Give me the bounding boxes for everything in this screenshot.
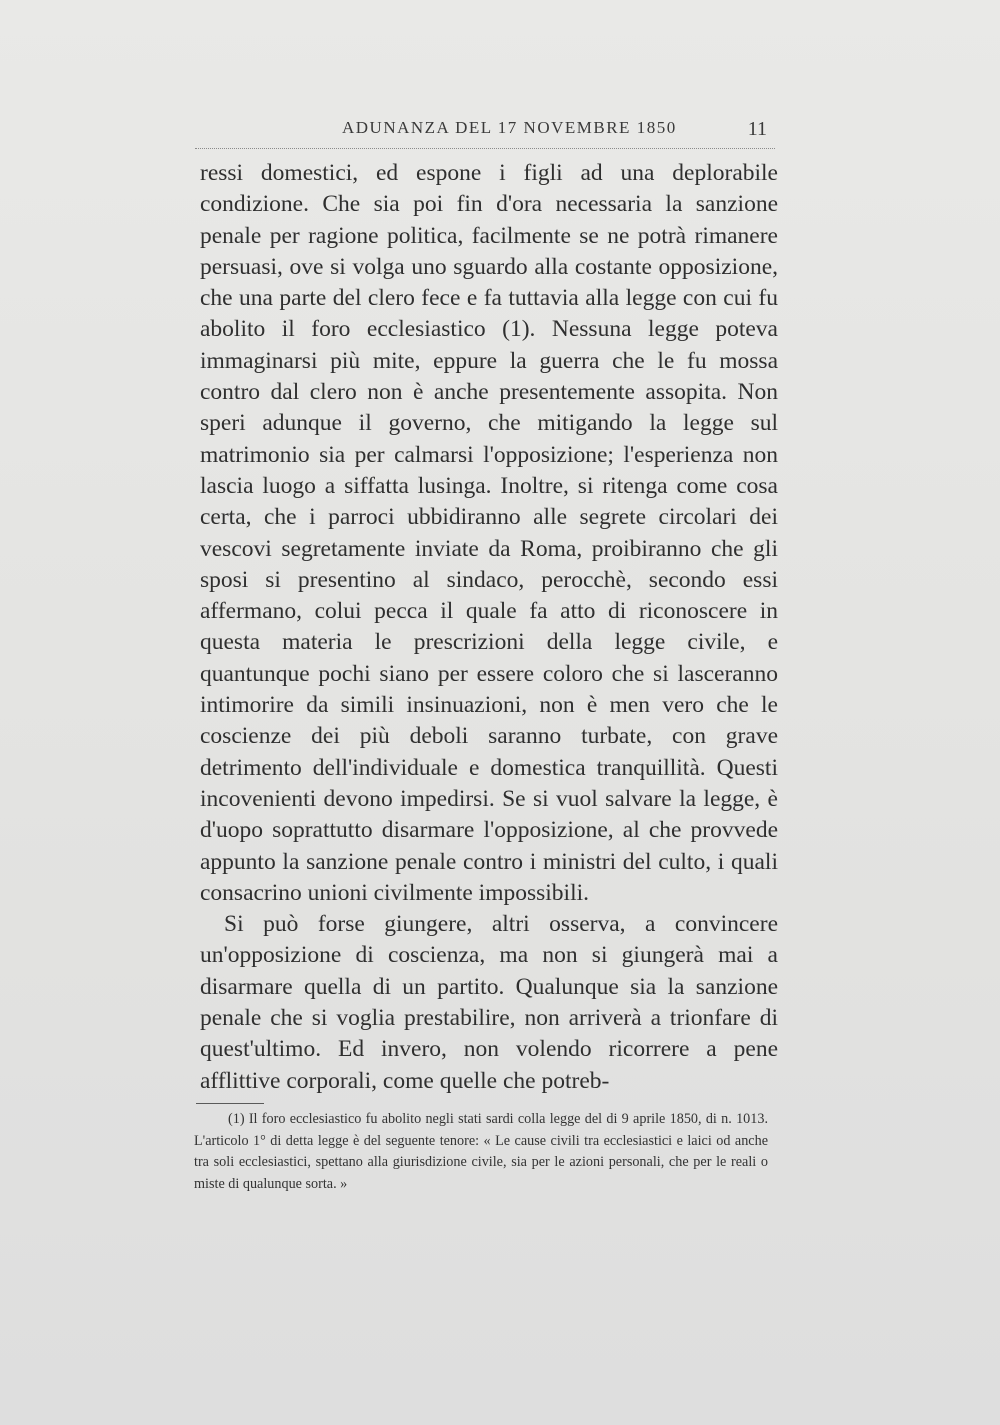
- footnote: [194, 1109, 768, 1195]
- body-paragraph-2: Si può forse giungere, altri osserva, a convincere un'opposizione di coscienza, ma non si giungerà mai a disarmare quella di un partito. Qualunque sia la sanzione penale che si voglia prestabilire, non arriverà a trionfare di quest'ultimo. Ed invero, non volendo ricorrere a pene afflittive corporali, come quelle che potreb-: [200, 911, 778, 1094]
- body-paragraph-1: ressi domestici, ed espone i figli ad una deplorabile condizione. Che sia poi fin d'ora necessaria la sanzione penale per ragione politica, facilmente se ne potrà rimanere persuasi, ove si volga uno sguardo alla costante opposizione, che una parte del clero fece e fa tuttavia alla legge con cui fu abolito il foro ecclesiastico (1). Nessuna legge poteva immaginarsi più mite, eppure la guerra che le fu mossa contro dal clero non è anche presentemente assopita. Non speri adunque il governo, che mitigando la legge sul matrimonio sia per calmarsi l'opposizione; l'esperienza non lascia luogo a siffatta lusinga. Inoltre, si ritenga come cosa certa, che i parroci ubbidiranno alle segrete circolari dei vescovi segretamente inviate da Roma, proibiranno che gli sposi si presentino al sindaco, perocchè, secondo essi affermano, colui pecca il quale fa atto di riconoscere in questa materia le prescrizioni della legge civile, e quantunque pochi siano per essere coloro che si lasceranno intimorire da simili insinuazioni, non è men vero che le coscienze dei più deboli saranno turbate, con grave detrimento dell'individuale e domestica tranquillità. Questi incovenienti devono impedirsi. Se si vuol salvare la legge, è d'uopo soprattutto disarmare l'opposizione, al che provvede appunto la sanzione penale contro i ministri del culto, i quali consacrino unioni civilmente impossibili.: [200, 160, 778, 906]
- running-head: [195, 118, 775, 149]
- running-title: ADUNANZA DEL 17 NOVEMBRE 1850: [342, 118, 677, 137]
- footnote-rule: [196, 1103, 264, 1104]
- page-number: 11: [747, 118, 767, 140]
- body-text: [200, 158, 778, 1097]
- footnote-text: (1) Il foro ecclesiastico fu abolito negli stati sardi colla legge del di 9 aprile 1850, di n. 1013. L'articolo 1° di detta legge è del seguente tenore: « Le cause civili tra ecclesiastici e laici od anche tra soli ecclesiastici, spettano alla giurisdizione civile, sia per le azioni personali, che per le reali o miste di qualunque sorta. »: [194, 1111, 768, 1192]
